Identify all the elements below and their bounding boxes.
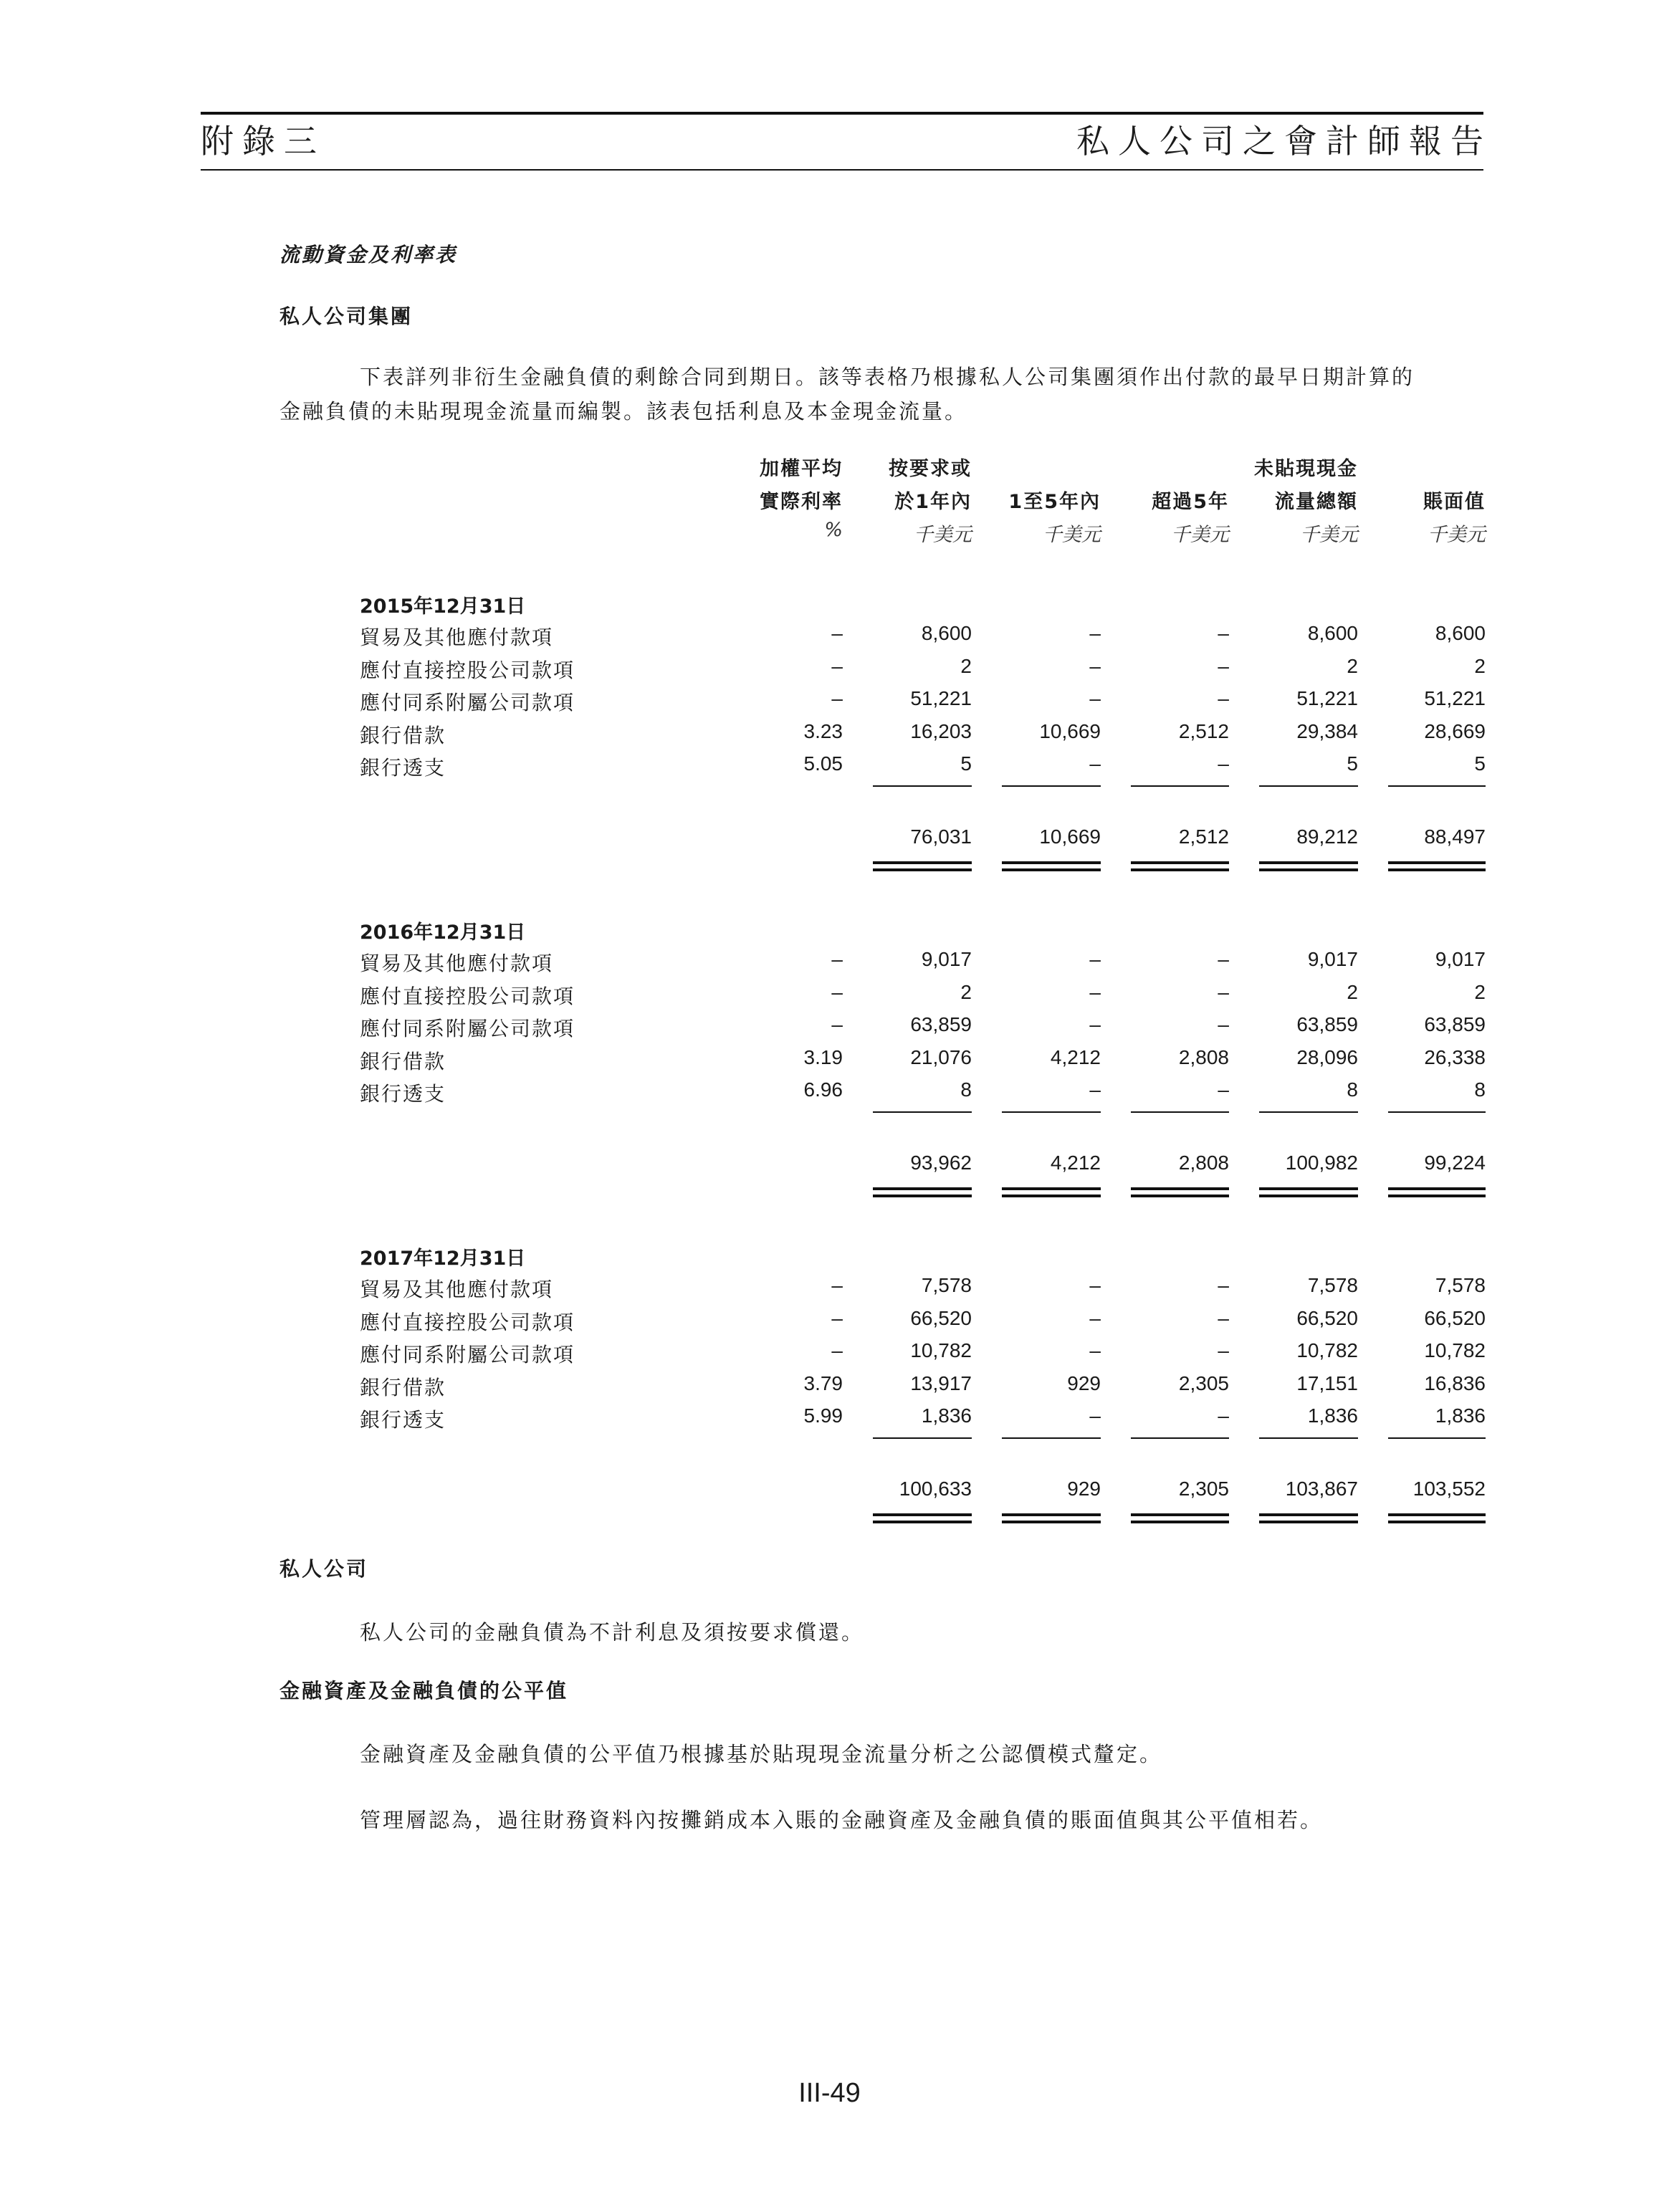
table-cell: 7,578 bbox=[1435, 1274, 1486, 1296]
row-label: 應付同系附屬公司款項 bbox=[360, 1017, 575, 1040]
total-double-rule-upper bbox=[873, 1513, 972, 1516]
table-cell: – bbox=[831, 654, 843, 677]
total-double-rule-lower bbox=[873, 1194, 972, 1197]
table-cell: 8 bbox=[1474, 1078, 1486, 1101]
table-cell: – bbox=[831, 948, 843, 970]
table-cell: 8,600 bbox=[1307, 622, 1358, 644]
header-bottom-rule bbox=[201, 169, 1483, 171]
table-cell: – bbox=[1218, 1274, 1229, 1296]
table-cell: – bbox=[1089, 622, 1101, 644]
subtotal-rule bbox=[1131, 1437, 1229, 1439]
table-cell: 28,669 bbox=[1424, 719, 1486, 742]
table-cell: 2 bbox=[1347, 980, 1358, 1003]
column-unit: 千美元 bbox=[1300, 524, 1358, 546]
section-company-heading: 私人公司 bbox=[279, 1557, 369, 1581]
table-cell: 63,859 bbox=[910, 1013, 972, 1035]
total-cell: 2,808 bbox=[1178, 1152, 1229, 1174]
intro-line-1: 下表詳列非衍生金融負債的剩餘合同到期日。該等表格乃根據私人公司集團須作出付款的最早日期計算的 bbox=[360, 365, 1415, 389]
table-cell: 2 bbox=[1474, 654, 1486, 677]
table-cell: 8,600 bbox=[1435, 622, 1486, 644]
total-double-rule-upper bbox=[1388, 1187, 1486, 1190]
total-double-rule-lower bbox=[1131, 1194, 1229, 1197]
total-double-rule-lower bbox=[1131, 868, 1229, 871]
table-cell: 3.23 bbox=[803, 719, 843, 742]
table-cell: 2 bbox=[1347, 654, 1358, 677]
total-double-rule-lower bbox=[873, 1521, 972, 1523]
subtotal-rule bbox=[873, 1437, 972, 1439]
row-label: 應付同系附屬公司款項 bbox=[360, 691, 575, 714]
total-cell: 103,552 bbox=[1412, 1478, 1486, 1500]
table-cell: 2 bbox=[960, 980, 972, 1003]
total-double-rule-lower bbox=[1002, 1194, 1101, 1197]
total-double-rule-lower bbox=[873, 868, 972, 871]
table-cell: 10,782 bbox=[1296, 1339, 1358, 1361]
table-cell: – bbox=[831, 1274, 843, 1296]
column-header-line2: 於1年內 bbox=[894, 491, 972, 513]
table-cell: – bbox=[831, 1339, 843, 1361]
table-cell: – bbox=[1218, 1339, 1229, 1361]
table-cell: 7,578 bbox=[921, 1274, 972, 1296]
table-cell: – bbox=[1218, 1306, 1229, 1329]
total-double-rule-lower bbox=[1388, 1521, 1486, 1523]
table-cell: 63,859 bbox=[1296, 1013, 1358, 1035]
table-cell: 1,836 bbox=[1307, 1404, 1358, 1427]
fair-value-paragraph-2: 管理層認為，過往財務資料內按攤銷成本入賬的金融資產及金融負債的賬面值與其公平值相若。 bbox=[360, 1808, 1324, 1832]
column-header-line1: 按要求或 bbox=[889, 458, 972, 480]
row-label: 貿易及其他應付款項 bbox=[360, 626, 554, 649]
appendix-title: 附錄三 bbox=[201, 122, 325, 161]
table-cell: – bbox=[1218, 654, 1229, 677]
subtotal-rule bbox=[1259, 1111, 1358, 1113]
column-header-line2: 1至5年內 bbox=[1008, 491, 1101, 513]
report-title: 私人公司之會計師報告 bbox=[1076, 122, 1492, 161]
year-label: 2016年12月31日 bbox=[360, 921, 526, 944]
table-cell: 63,859 bbox=[1424, 1013, 1486, 1035]
total-double-rule-upper bbox=[1131, 1513, 1229, 1516]
table-cell: 9,017 bbox=[1307, 948, 1358, 970]
table-cell: 929 bbox=[1067, 1371, 1101, 1394]
table-cell: 3.79 bbox=[803, 1371, 843, 1394]
table-cell: 21,076 bbox=[910, 1045, 972, 1068]
total-cell: 89,212 bbox=[1296, 825, 1358, 848]
table-cell: 2,305 bbox=[1178, 1371, 1229, 1394]
table-cell: – bbox=[1089, 1306, 1101, 1329]
subtotal-rule bbox=[873, 785, 972, 787]
page-header bbox=[201, 112, 1492, 172]
table-cell: – bbox=[1218, 948, 1229, 970]
table-cell: 5.05 bbox=[803, 752, 843, 775]
table-cell: – bbox=[831, 980, 843, 1003]
subtotal-rule bbox=[1131, 1111, 1229, 1113]
intro-line-2: 金融負債的未貼現現金流量而編製。該表包括利息及本金現金流量。 bbox=[279, 399, 968, 423]
table-cell: 17,151 bbox=[1296, 1371, 1358, 1394]
total-double-rule-upper bbox=[1002, 1513, 1101, 1516]
total-double-rule-lower bbox=[1259, 868, 1358, 871]
fair-value-paragraph-1: 金融資產及金融負債的公平值乃根據基於貼現現金流量分析之公認價模式釐定。 bbox=[360, 1742, 1163, 1766]
table-cell: 51,221 bbox=[1296, 687, 1358, 709]
subtotal-rule bbox=[1002, 1437, 1101, 1439]
total-double-rule-upper bbox=[1388, 1513, 1486, 1516]
total-double-rule-lower bbox=[1131, 1521, 1229, 1523]
row-label: 銀行借款 bbox=[360, 1375, 446, 1399]
total-cell: 76,031 bbox=[910, 825, 972, 848]
table-cell: – bbox=[831, 687, 843, 709]
section-fair-value-heading: 金融資產及金融負債的公平值 bbox=[279, 1679, 569, 1703]
table-cell: 2,808 bbox=[1178, 1045, 1229, 1068]
total-double-rule-lower bbox=[1002, 868, 1101, 871]
table-cell: 8,600 bbox=[921, 622, 972, 644]
total-cell: 2,305 bbox=[1178, 1478, 1229, 1500]
table-cell: 66,520 bbox=[1296, 1306, 1358, 1329]
column-header-line2: 實際利率 bbox=[760, 491, 843, 513]
table-cell: 66,520 bbox=[1424, 1306, 1486, 1329]
company-paragraph: 私人公司的金融負債為不計利息及須按要求償還。 bbox=[360, 1620, 865, 1644]
column-header-line2: 賬面值 bbox=[1423, 491, 1486, 513]
table-cell: – bbox=[831, 1306, 843, 1329]
total-double-rule-upper bbox=[1131, 1187, 1229, 1190]
row-label: 貿易及其他應付款項 bbox=[360, 952, 554, 975]
table-cell: 51,221 bbox=[910, 687, 972, 709]
column-unit: 千美元 bbox=[1428, 524, 1486, 546]
table-cell: 10,669 bbox=[1039, 719, 1101, 742]
column-header-line2: 流量總額 bbox=[1275, 491, 1358, 513]
total-cell: 103,867 bbox=[1285, 1478, 1358, 1500]
subtotal-rule bbox=[1388, 1437, 1486, 1439]
table-cell: 8 bbox=[1347, 1078, 1358, 1101]
row-label: 銀行借款 bbox=[360, 1049, 446, 1073]
table-cell: – bbox=[1089, 1339, 1101, 1361]
total-cell: 4,212 bbox=[1050, 1152, 1101, 1174]
table-cell: – bbox=[1218, 687, 1229, 709]
table-cell: 1,836 bbox=[921, 1404, 972, 1427]
total-double-rule-upper bbox=[1259, 861, 1358, 864]
subtotal-rule bbox=[873, 1111, 972, 1113]
total-cell: 10,669 bbox=[1039, 825, 1101, 848]
table-cell: 3.19 bbox=[803, 1045, 843, 1068]
table-cell: – bbox=[831, 1013, 843, 1035]
row-label: 銀行透支 bbox=[360, 1408, 446, 1432]
subtotal-rule bbox=[1131, 785, 1229, 787]
row-label: 銀行透支 bbox=[360, 1082, 446, 1106]
row-label: 應付直接控股公司款項 bbox=[360, 984, 575, 1008]
total-double-rule-lower bbox=[1259, 1194, 1358, 1197]
column-header-line1: 加權平均 bbox=[760, 458, 843, 480]
table-cell: 1,836 bbox=[1435, 1404, 1486, 1427]
total-double-rule-upper bbox=[1259, 1187, 1358, 1190]
total-double-rule-lower bbox=[1259, 1521, 1358, 1523]
table-cell: 2 bbox=[1474, 980, 1486, 1003]
column-header-line2: 超過5年 bbox=[1152, 491, 1229, 513]
total-double-rule-lower bbox=[1388, 1194, 1486, 1197]
table-cell: – bbox=[1218, 752, 1229, 775]
table-cell: – bbox=[1218, 980, 1229, 1003]
table-cell: 16,836 bbox=[1424, 1371, 1486, 1394]
table-cell: 51,221 bbox=[1424, 687, 1486, 709]
row-label: 應付直接控股公司款項 bbox=[360, 658, 575, 682]
table-cell: – bbox=[1089, 1404, 1101, 1427]
table-cell: 13,917 bbox=[910, 1371, 972, 1394]
total-cell: 100,633 bbox=[899, 1478, 972, 1500]
table-cell: – bbox=[1089, 1013, 1101, 1035]
table-cell: 5 bbox=[1347, 752, 1358, 775]
total-cell: 93,962 bbox=[910, 1152, 972, 1174]
subtotal-rule bbox=[1002, 785, 1101, 787]
table-cell: – bbox=[1218, 622, 1229, 644]
total-double-rule-lower bbox=[1388, 868, 1486, 871]
table-cell: 29,384 bbox=[1296, 719, 1358, 742]
table-cell: – bbox=[1089, 752, 1101, 775]
table-cell: 9,017 bbox=[1435, 948, 1486, 970]
table-cell: 5.99 bbox=[803, 1404, 843, 1427]
total-cell: 100,982 bbox=[1285, 1152, 1358, 1174]
table-cell: 26,338 bbox=[1424, 1045, 1486, 1068]
table-cell: – bbox=[1089, 948, 1101, 970]
row-label: 貿易及其他應付款項 bbox=[360, 1278, 554, 1301]
total-double-rule-upper bbox=[1002, 1187, 1101, 1190]
row-label: 銀行透支 bbox=[360, 756, 446, 780]
table-cell: 2 bbox=[960, 654, 972, 677]
subtotal-rule bbox=[1259, 785, 1358, 787]
column-unit: 千美元 bbox=[1043, 524, 1101, 546]
table-cell: 5 bbox=[960, 752, 972, 775]
total-double-rule-upper bbox=[1002, 861, 1101, 864]
column-header-line1: 未貼現現金 bbox=[1254, 458, 1358, 480]
table-cell: – bbox=[1089, 980, 1101, 1003]
subtotal-rule bbox=[1388, 1111, 1486, 1113]
table-cell: – bbox=[1089, 1274, 1101, 1296]
table-cell: – bbox=[831, 622, 843, 644]
table-cell: 10,782 bbox=[1424, 1339, 1486, 1361]
table-cell: – bbox=[1218, 1013, 1229, 1035]
total-cell: 99,224 bbox=[1424, 1152, 1486, 1174]
table-cell: 66,520 bbox=[910, 1306, 972, 1329]
table-cell: 16,203 bbox=[910, 719, 972, 742]
table-cell: 2,512 bbox=[1178, 719, 1229, 742]
table-cell: 5 bbox=[1474, 752, 1486, 775]
subtotal-rule bbox=[1002, 1111, 1101, 1113]
year-label: 2015年12月31日 bbox=[360, 595, 526, 618]
header-top-rule bbox=[201, 112, 1483, 115]
table-cell: – bbox=[1218, 1404, 1229, 1427]
table-cell: – bbox=[1089, 1078, 1101, 1101]
table-cell: – bbox=[1089, 687, 1101, 709]
table-cell: 9,017 bbox=[921, 948, 972, 970]
total-cell: 929 bbox=[1067, 1478, 1101, 1500]
intro-paragraph bbox=[279, 360, 1483, 428]
row-label: 應付同系附屬公司款項 bbox=[360, 1343, 575, 1366]
total-double-rule-lower bbox=[1002, 1521, 1101, 1523]
section-group-heading: 私人公司集團 bbox=[279, 305, 413, 328]
column-unit: 千美元 bbox=[914, 524, 972, 546]
table-cell: 6.96 bbox=[803, 1078, 843, 1101]
column-unit: 千美元 bbox=[1171, 524, 1229, 546]
row-label: 應付直接控股公司款項 bbox=[360, 1310, 575, 1334]
page-number: III-49 bbox=[798, 2078, 861, 2108]
total-double-rule-upper bbox=[873, 861, 972, 864]
section-liquidity-heading: 流動資金及利率表 bbox=[279, 243, 458, 267]
year-label: 2017年12月31日 bbox=[360, 1248, 526, 1270]
row-label: 銀行借款 bbox=[360, 723, 446, 747]
subtotal-rule bbox=[1259, 1437, 1358, 1439]
total-double-rule-upper bbox=[1388, 861, 1486, 864]
total-double-rule-upper bbox=[873, 1187, 972, 1190]
column-unit: % bbox=[824, 519, 843, 541]
table-cell: – bbox=[1218, 1078, 1229, 1101]
table-cell: 8 bbox=[960, 1078, 972, 1101]
total-cell: 2,512 bbox=[1178, 825, 1229, 848]
total-double-rule-upper bbox=[1131, 861, 1229, 864]
total-cell: 88,497 bbox=[1424, 825, 1486, 848]
table-cell: 7,578 bbox=[1307, 1274, 1358, 1296]
subtotal-rule bbox=[1388, 785, 1486, 787]
table-cell: – bbox=[1089, 654, 1101, 677]
total-double-rule-upper bbox=[1259, 1513, 1358, 1516]
table-cell: 28,096 bbox=[1296, 1045, 1358, 1068]
table-cell: 4,212 bbox=[1050, 1045, 1101, 1068]
table-cell: 10,782 bbox=[910, 1339, 972, 1361]
